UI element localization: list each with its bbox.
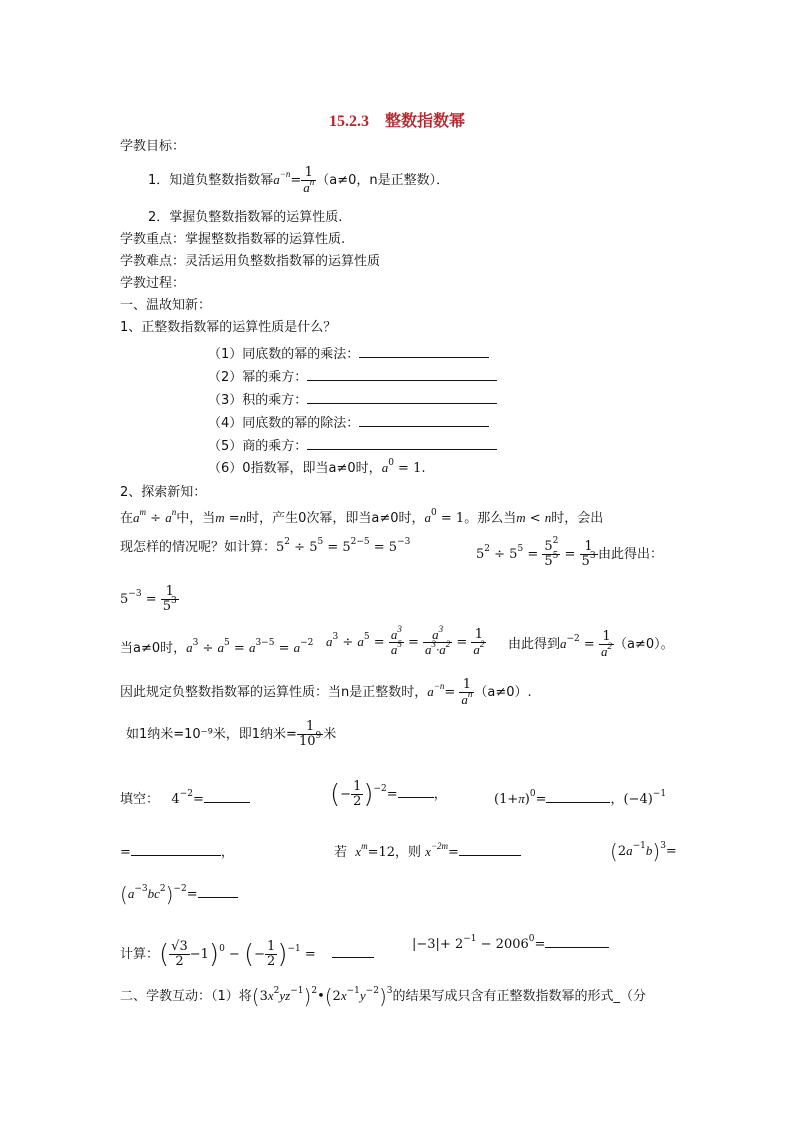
fill-line-3: $(a^{-3}bc^2)^{-2}=$ — [120, 885, 238, 903]
property-2: （2）幂的乘方： — [208, 368, 497, 386]
property-4: （4）同底数的幂的除法： — [208, 414, 489, 432]
calc-line: 计算：( $\frac{√3}{2}$ −1)$^0$ − (− $\frac{1}{2}$ )$^{-1}$ = — [120, 940, 374, 969]
rule-line: 因此规定负整数指数幂的运算性质：当n是正整数时，$a^{-n}=$ $\frac{1}{a^n}$ （a≠0）. — [120, 677, 532, 707]
fill-line-1: 填空： $4^{-2}=$ — [120, 790, 250, 808]
difficulty: 学教难点：灵活运用负整数指数幂的运算性质 — [120, 254, 381, 269]
property-5: （5）商的乘方： — [208, 437, 497, 455]
goals-heading: 学教目标： — [120, 139, 186, 154]
result-5: $5^{-3}$ = $\frac{1}{5^3}$ — [120, 584, 177, 614]
explore-line-2b: $5^2 \div 5^5$ = $\frac{5^2}{5^5}$ = $\frac{1}{5^3}$ — [476, 536, 596, 569]
goal-1: 1．知道负整数指数幂$a^{-n}=$ $\frac{1}{a^n}$ （a≠0，n是正整数）． — [148, 165, 450, 195]
key-point: 学教重点：掌握整数指数幂的运算性质. — [120, 232, 346, 247]
derive-fraction: $a^3 \div a^5$ = $\frac{a^3}{a^5}$ = $\frac{a^3}{a^3\cdot a^2}$ = $\frac{1}{a^2}$ — [326, 624, 485, 657]
conclusion-label: 由此得出： — [598, 547, 664, 562]
property-1: （1）同底数的幂的乘法： — [208, 345, 489, 363]
nano-line: 如1纳米=10⁻⁹米，即1纳米= $\frac{1}{10^9}$ 米 — [126, 719, 337, 749]
process-heading: 学教过程： — [120, 276, 186, 291]
fill-line-2: = ， — [120, 845, 234, 860]
fill-item-5: 若 $x^m=12$，则 $x^{-2m}=$ — [334, 843, 521, 861]
derive-line: 当a≠0时，$a^3 \div a^5 = a^{3-5} = a^{-2}$ — [120, 638, 314, 656]
property-6: （6）0指数幂，即当a≠0时，$a^0 = 1$. — [208, 458, 426, 476]
page-title: 15.2.3 整数指数幂 — [328, 113, 465, 130]
question-2: 2、探索新知： — [120, 485, 207, 500]
section-1-heading: 一、温故知新： — [120, 298, 212, 313]
goal-2: 2．掌握负整数指数幂的运算性质. — [148, 210, 343, 225]
calc-item-2: $|-3|+ 2^{-1} - 2006^0=$ — [412, 935, 609, 953]
property-3: （3）积的乘方： — [208, 391, 497, 409]
fraction: $\frac{1}{a^n}$ — [303, 165, 315, 195]
explore-line-1: 在$a^m \div a^n$中，当m =n时，产生0次幂，即当a≠0时，$a^0 = 1$。那么当m < n时，会出 — [120, 507, 604, 526]
fill-item-6: $(2a^{-1}b)^3=$ — [610, 839, 677, 864]
fill-item-3: $(1+\pi)^0=$ ，$(-4)^{-1}$ — [494, 789, 667, 807]
fill-item-2: (− $\frac{1}{2}$ )$^{-2}$= ， — [330, 779, 447, 810]
derive-result: 由此得到$a^{-2}$ = $\frac{1}{a^2}$ （a≠0）。 — [508, 629, 674, 659]
section-2-line: 二、学教互动：（1）将$(3x^2yz^{-1})^2•(2x^{-1}y^{-2})^3$的结果写成只含有正整数指数幂的形式_（分 — [120, 984, 647, 1009]
question-1: 1、正整数指数幂的运算性质是什么？ — [120, 320, 337, 335]
explore-line-2: 现怎样的情况呢？如计算：$5^2 \div 5^5 = 5^{2-5} = 5^{-3}$ — [120, 537, 411, 555]
